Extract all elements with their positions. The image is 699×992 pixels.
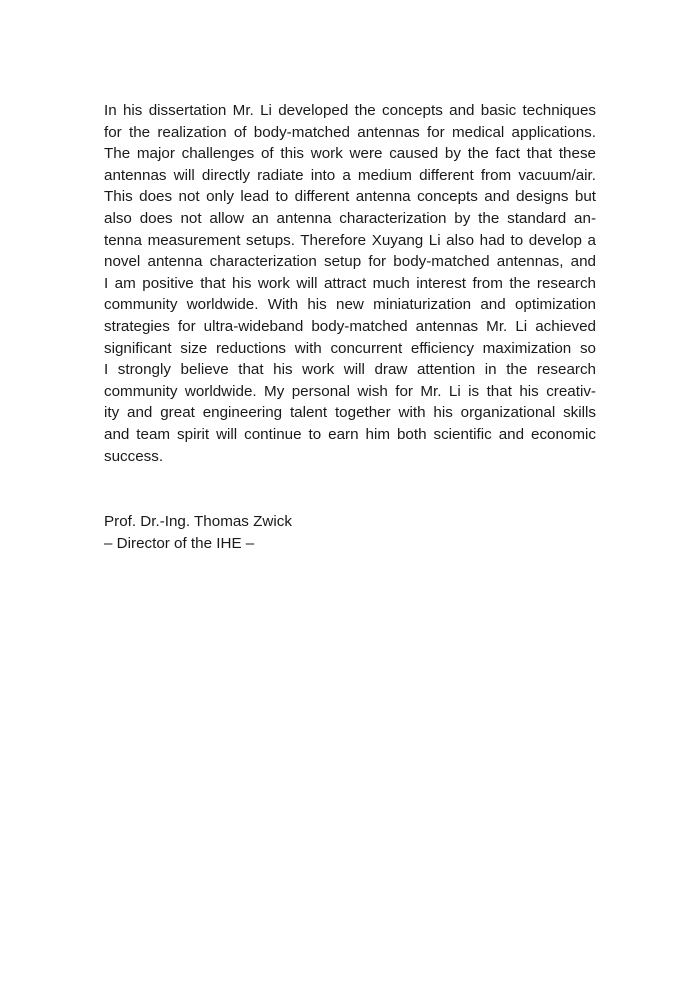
text-line: ity and great engineering talent together with his organizational skills	[104, 404, 596, 422]
text-line: community worldwide. With his new miniaturization and optimization	[104, 296, 596, 314]
text-line: and team spirit will continue to earn him both scientific and economic	[104, 425, 596, 443]
text-line: strategies for ultra-wideband body-matched antennas Mr. Li achieved	[104, 317, 596, 335]
text-line: for the realization of body-matched antennas for medical applications.	[104, 123, 596, 141]
text-line: success.	[104, 447, 164, 465]
text-line: novel antenna characterization setup for body-matched antennas, and	[104, 253, 596, 271]
signature-block	[104, 511, 292, 554]
text-line: I strongly believe that his work will draw attention in the research	[104, 361, 596, 379]
text-line: community worldwide. My personal wish for Mr. Li is that his creativ-	[104, 382, 596, 400]
text-line: also does not allow an antenna characterization by the standard an-	[104, 209, 596, 227]
text-line: antennas will directly radiate into a medium different from vacuum/air.	[104, 166, 596, 184]
text-line: significant size reductions with concurrent efficiency maximization so	[104, 339, 596, 357]
signature-name: Prof. Dr.-Ing. Thomas Zwick	[104, 513, 292, 530]
text-line: I am positive that his work will attract much interest from the research	[104, 274, 596, 292]
body-paragraph	[104, 100, 596, 467]
text-line: In his dissertation Mr. Li developed the concepts and basic techniques	[104, 102, 596, 119]
signature-title: – Director of the IHE –	[104, 534, 255, 552]
text-line: The major challenges of this work were caused by the fact that these	[104, 145, 596, 163]
text-line: This does not only lead to different antenna concepts and designs but	[104, 188, 596, 206]
text-line: tenna measurement setups. Therefore Xuyang Li also had to develop a	[104, 231, 596, 249]
